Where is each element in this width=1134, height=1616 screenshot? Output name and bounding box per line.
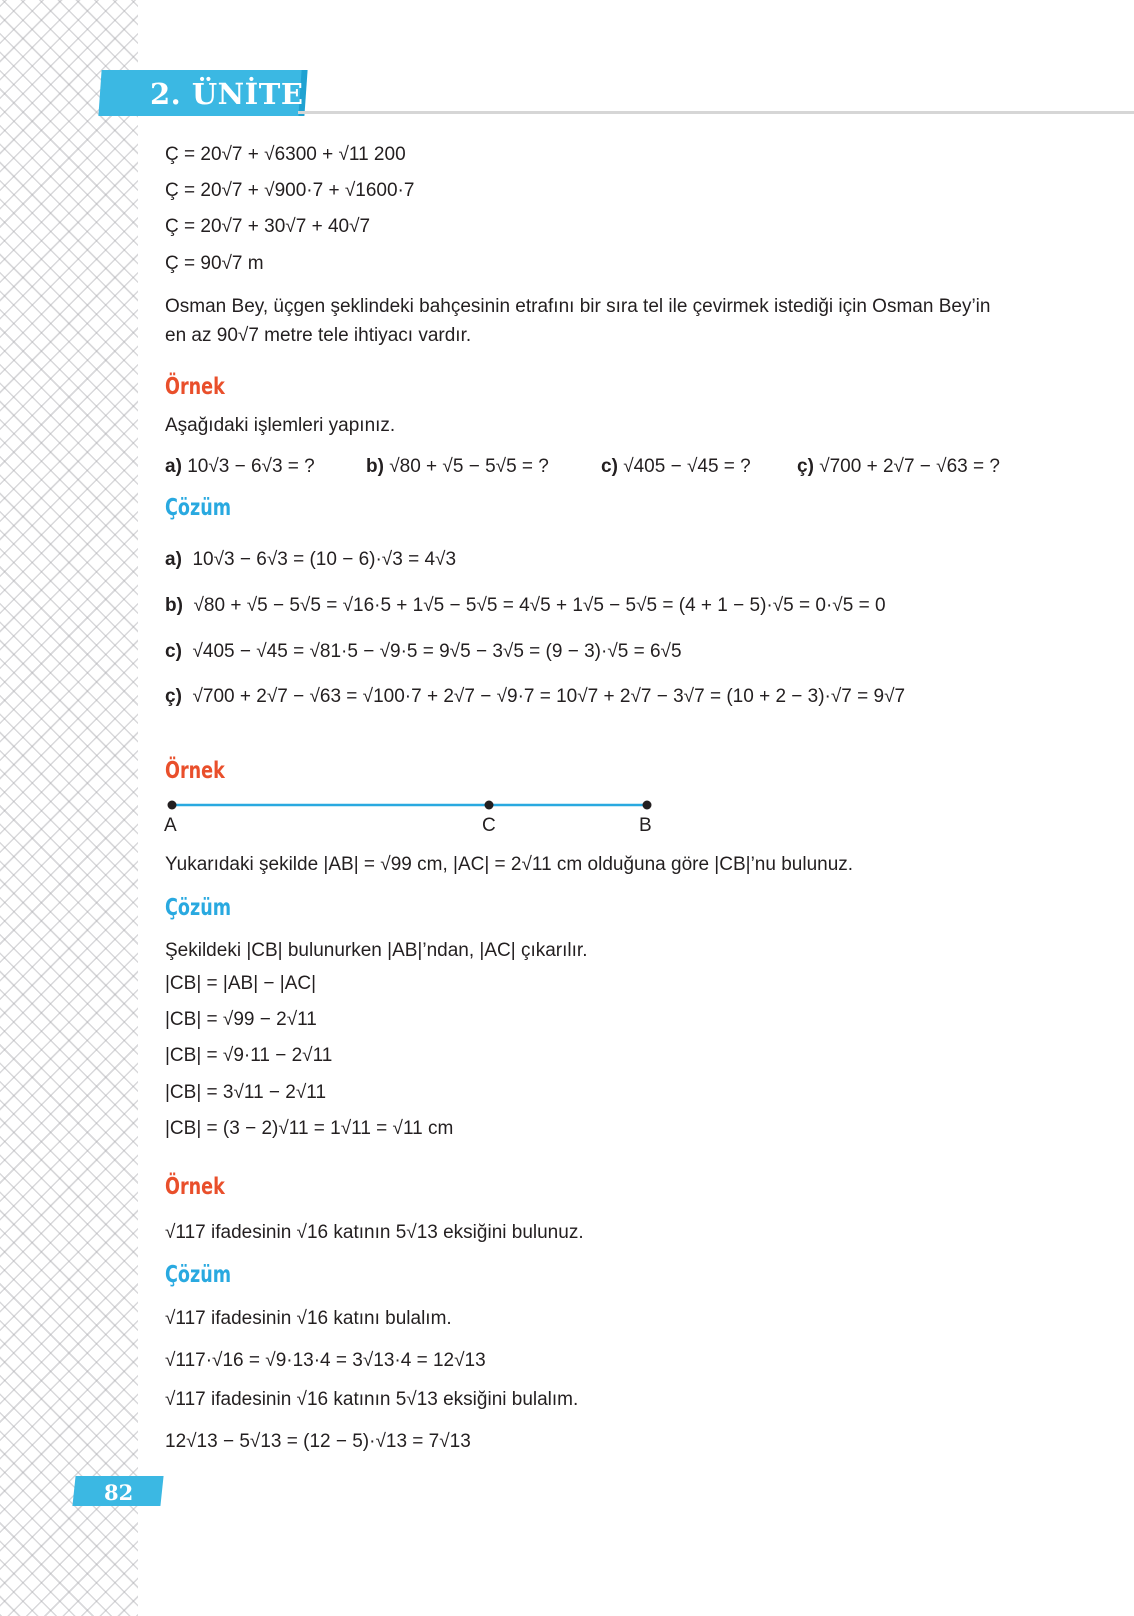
question-label: ç): [797, 456, 814, 477]
example-2-heading: Örnek: [165, 758, 225, 784]
cb-step-3: |CB| = √9·11 − 2√11: [165, 1045, 333, 1066]
solution-label: c): [165, 641, 182, 662]
calc-line-1: Ç = 20√7 + √6300 + √11 200: [165, 144, 406, 165]
solution-c: [165, 640, 682, 664]
example-2-question: Yukarıdaki şekilde |AB| = √99 cm, |AC| = 2√11 cm olduğuna göre |CB|’nu bulunuz.: [165, 854, 854, 875]
cb-step-5: |CB| = (3 − 2)√11 = 1√11 = √11 cm: [165, 1118, 454, 1139]
cb-step-1: |CB| = |AB| − |AC|: [165, 973, 317, 994]
question-expr: √80 + √5 − 5√5 = ?: [389, 456, 549, 477]
question-label: c): [601, 456, 618, 477]
question-c: [601, 455, 751, 479]
line-segment-diagram: [160, 790, 660, 840]
question-c-cedilla: [797, 455, 1000, 479]
question-label: b): [366, 456, 384, 477]
header-rule: [298, 111, 1134, 114]
example-3-step-3: √117 ifadesinin √16 katının 5√13 eksiğini bulalım.: [165, 1389, 579, 1410]
unit-title: 2. ÜNİTE: [150, 77, 304, 111]
solution-a: [165, 548, 456, 572]
question-label: a): [165, 456, 182, 477]
example-3-step-1: √117 ifadesinin √16 katını bulalım.: [165, 1308, 452, 1329]
solution-label: ç): [165, 686, 182, 707]
calc-line-2: Ç = 20√7 + √900·7 + √1600·7: [165, 180, 415, 201]
solution-expr: √700 + 2√7 − √63 = √100·7 + 2√7 − √9·7 = 10√7 + 2√7 − 3√7 = (10 + 2 − 3)·√7 = 9√7: [192, 686, 906, 707]
point-b-dot: [643, 801, 652, 810]
example-2-solution-intro: Şekildeki |CB| bulunurken |AB|’ndan, |AC| çıkarılır.: [165, 940, 588, 961]
example-3-solution-heading: Çözüm: [165, 1262, 232, 1288]
paragraph-line-2: en az 90√7 metre tele ihtiyacı vardır.: [165, 325, 472, 346]
calc-line-4: Ç = 90√7 m: [165, 253, 264, 274]
example-1-heading: Örnek: [165, 374, 225, 400]
cb-step-2: |CB| = √99 − 2√11: [165, 1009, 317, 1030]
example-3-step-2: √117·√16 = √9·13·4 = 3√13·4 = 12√13: [165, 1350, 486, 1371]
example-2-solution-heading: Çözüm: [165, 895, 232, 921]
line-segment: [160, 790, 660, 840]
side-pattern: [0, 0, 138, 1616]
point-b-label: B: [639, 815, 652, 836]
solution-expr: √80 + √5 − 5√5 = √16·5 + 1√5 − 5√5 = 4√5 + 1√5 − 5√5 = (4 + 1 − 5)·√5 = 0·√5 = 0: [193, 595, 886, 616]
question-b: [366, 455, 549, 479]
question-expr: 10√3 − 6√3 = ?: [187, 456, 315, 477]
point-c-dot: [485, 801, 494, 810]
solution-expr: √405 − √45 = √81·5 − √9·5 = 9√5 − 3√5 = (9 − 3)·√5 = 6√5: [192, 641, 682, 662]
example-1-instruction: Aşağıdaki işlemleri yapınız.: [165, 415, 396, 436]
example-1-solution-heading: Çözüm: [165, 495, 232, 521]
solution-label: a): [165, 549, 182, 570]
question-expr: √700 + 2√7 − √63 = ?: [819, 456, 1000, 477]
example-3-step-4: 12√13 − 5√13 = (12 − 5)·√13 = 7√13: [165, 1431, 471, 1452]
page-number: 82: [104, 1480, 134, 1505]
paragraph-line-1: Osman Bey, üçgen şeklindeki bahçesinin etrafını bir sıra tel ile çevirmek istediği için Osman Bey’in: [165, 296, 991, 317]
solution-c-cedilla: [165, 685, 905, 709]
solution-b: [165, 594, 886, 618]
solution-expr: 10√3 − 6√3 = (10 − 6)·√3 = 4√3: [192, 549, 457, 570]
cb-step-4: |CB| = 3√11 − 2√11: [165, 1082, 327, 1103]
question-a: [165, 455, 315, 479]
question-expr: √405 − √45 = ?: [623, 456, 751, 477]
calc-line-3: Ç = 20√7 + 30√7 + 40√7: [165, 216, 371, 237]
solution-label: b): [165, 595, 183, 616]
point-a-dot: [168, 801, 177, 810]
example-3-question: √117 ifadesinin √16 katının 5√13 eksiğini bulunuz.: [165, 1222, 584, 1243]
example-3-heading: Örnek: [165, 1174, 225, 1200]
point-c-label: C: [482, 815, 496, 836]
point-a-label: A: [164, 815, 177, 836]
